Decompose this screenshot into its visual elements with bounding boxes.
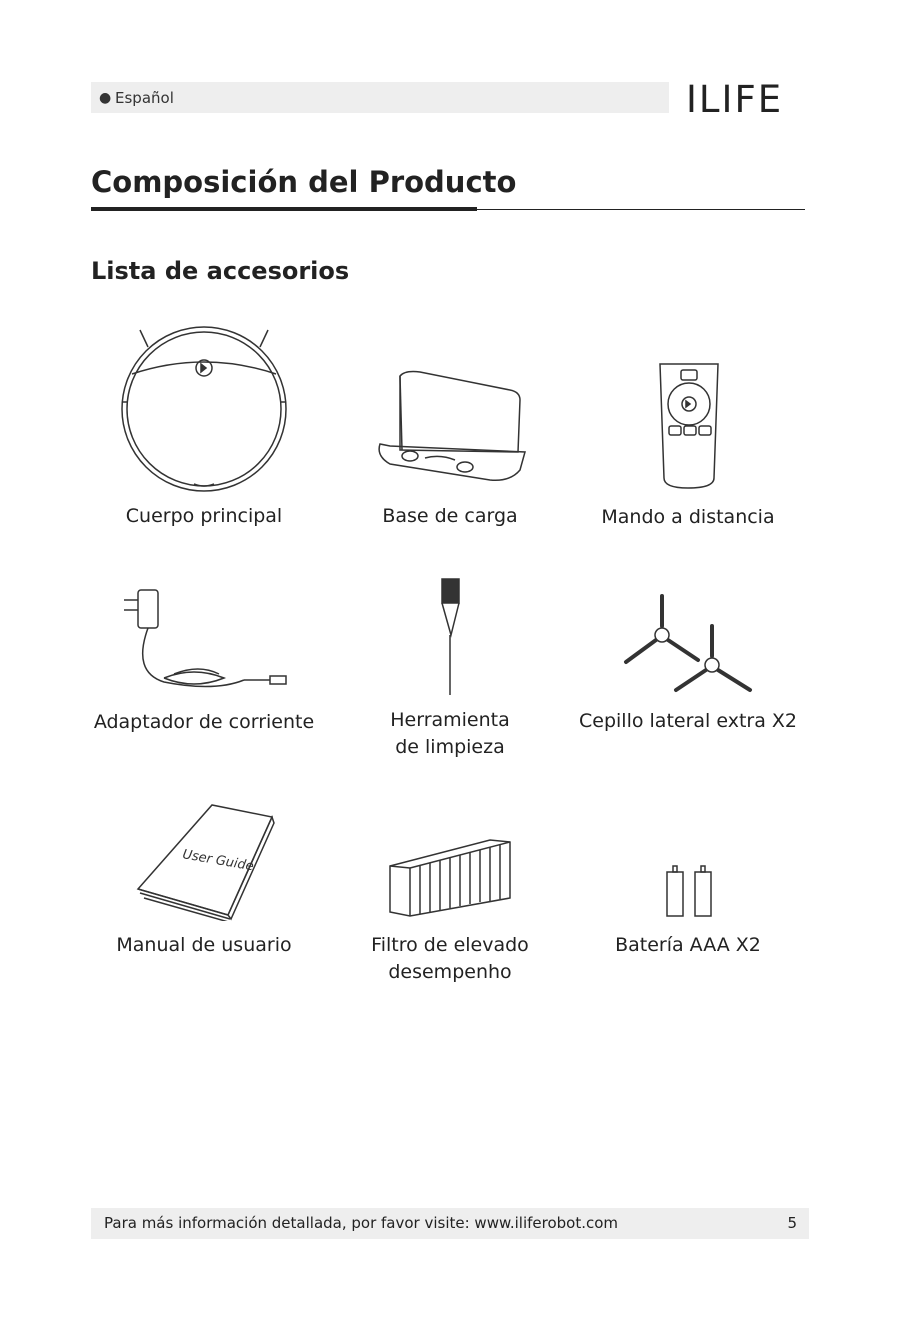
page-number: 5 <box>787 1214 797 1232</box>
footer-bar <box>91 1208 809 1239</box>
language-bar <box>91 82 669 113</box>
power-adapter-icon <box>84 582 324 697</box>
filter-icon <box>330 836 570 920</box>
item-power-adapter <box>84 582 324 762</box>
brand-logo: ILIFE <box>686 78 784 121</box>
item-label: Base de carga <box>382 505 518 527</box>
item-label: Mando a distancia <box>601 506 775 528</box>
item-label: Herramienta de limpieza <box>390 709 510 758</box>
cleaning-tool-icon <box>330 575 570 697</box>
svg-text:User Guide: User Guide <box>181 847 255 875</box>
item-filter <box>330 836 570 986</box>
language-label: Español <box>115 89 174 107</box>
item-main-body <box>84 320 324 530</box>
subsection-title: Lista de accesorios <box>91 257 350 285</box>
title-rule <box>477 209 805 210</box>
charging-base-icon <box>330 360 570 490</box>
side-brush-icon <box>568 588 808 696</box>
item-cleaning-tool <box>330 575 570 765</box>
footer-note: Para más información detallada, por favor visite: www.iliferobot.com <box>104 1214 619 1232</box>
item-side-brush <box>568 588 808 768</box>
robot-vacuum-icon <box>84 320 324 495</box>
item-label: Cuerpo principal <box>125 505 283 527</box>
item-label: Adaptador de corriente <box>93 711 315 733</box>
item-label: Filtro de elevado desempenho <box>371 934 529 983</box>
bullet-icon: ● <box>99 90 112 106</box>
battery-icon <box>568 862 808 920</box>
user-manual-icon <box>84 803 324 921</box>
item-label: Manual de usuario <box>116 934 292 956</box>
section-title: Composición del Producto <box>91 165 517 199</box>
item-battery <box>568 862 808 962</box>
remote-control-icon <box>568 360 808 492</box>
item-user-manual <box>84 803 324 963</box>
item-remote-control <box>568 360 808 535</box>
item-charging-base <box>330 360 570 530</box>
item-label: Batería AAA X2 <box>615 934 761 956</box>
item-label: Cepillo lateral extra X2 <box>579 710 797 732</box>
title-underline <box>91 207 477 211</box>
